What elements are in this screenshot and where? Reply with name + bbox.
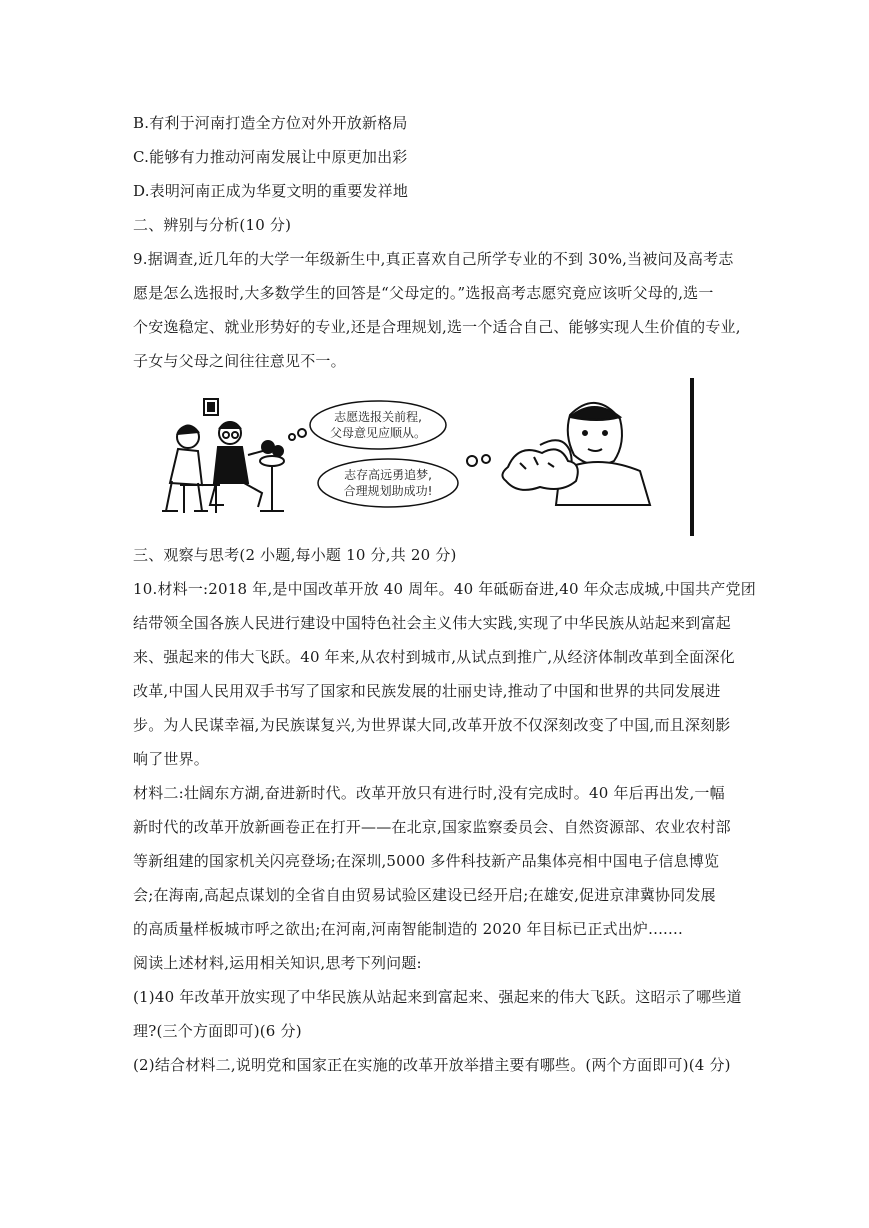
- speech-bubble-parents: [310, 401, 446, 449]
- cartoon-illustration: [160, 375, 700, 540]
- material1-line-3: 来、强起来的伟大飞跃。40 年来,从农村到城市,从试点到推广,从经济体制改革到全面深化: [133, 648, 735, 666]
- bubble1-line1: 志愿选报关前程,: [334, 410, 422, 424]
- q9-line-1: 9.据调查,近几年的大学一年级新生中,真正喜欢自己所学专业的不到 30%,当被问及高考志: [133, 250, 734, 268]
- option-b: B.有利于河南打造全方位对外开放新格局: [133, 114, 408, 132]
- speech-bubble-child: [318, 459, 458, 507]
- girl-drawing: [467, 403, 650, 505]
- material1-line-1: 10.材料一:2018 年,是中国改革开放 40 周年。40 年砥砺奋进,40 年众志成城,中国共产党团: [133, 580, 756, 598]
- option-d: D.表明河南正成为华夏文明的重要发祥地: [133, 182, 409, 200]
- q9-line-2: 愿是怎么选报时,大多数学生的回答是“父母定的。”选报高考志愿究竟应该听父母的,选一: [133, 284, 714, 302]
- vertical-bar: [690, 378, 694, 536]
- option-c: C.能够有力推动河南发展让中原更加出彩: [133, 148, 408, 166]
- material1-line-5: 步。为人民谋幸福,为民族谋复兴,为世界谋大同,改革开放不仅深刻改变了中国,而且深刻影: [133, 716, 731, 734]
- material2-line-3: 等新组建的国家机关闪亮登场;在深圳,5000 多件科技新产品集体亮相中国电子信息博览: [133, 852, 720, 870]
- instruction: 阅读上述材料,运用相关知识,思考下列问题:: [133, 954, 422, 972]
- section2-heading: 二、辨别与分析(10 分): [133, 216, 292, 234]
- bubble2-line2: 合理规划助成功!: [343, 484, 433, 498]
- material1-line-4: 改革,中国人民用双手书写了国家和民族发展的壮丽史诗,推动了中国和世界的共同发展进: [133, 682, 721, 700]
- section3-heading: 三、观察与思考(2 小题,每小题 10 分,共 20 分): [133, 546, 457, 564]
- material2-line-2: 新时代的改革开放新画卷正在打开——在北京,国家监察委员会、自然资源部、农业农村部: [133, 818, 731, 836]
- material2-line-1: 材料二:壮阔东方湖,奋进新时代。改革开放只有进行时,没有完成时。40 年后再出发,一幅: [133, 784, 725, 802]
- material1-line-6: 响了世界。: [133, 750, 210, 768]
- question1-line-1: (1)40 年改革开放实现了中华民族从站起来到富起来、强起来的伟大飞跃。这昭示了哪些道: [133, 988, 742, 1006]
- parents-drawing: [162, 399, 306, 513]
- question1-line-2: 理?(三个方面即可)(6 分): [133, 1022, 302, 1040]
- material2-line-4: 会;在海南,高起点谋划的全省自由贸易试验区建设已经开启;在雄安,促进京津冀协同发展: [133, 886, 716, 904]
- question2: (2)结合材料二,说明党和国家正在实施的改革开放举措主要有哪些。(两个方面即可)(4 分): [133, 1056, 731, 1074]
- material1-line-2: 结带领全国各族人民进行建设中国特色社会主义伟大实践,实现了中华民族从站起来到富起: [133, 614, 731, 632]
- material2-line-5: 的高质量样板城市呼之欲出;在河南,河南智能制造的 2020 年目标已正式出炉.......: [133, 920, 683, 938]
- q9-line-3: 个安逸稳定、就业形势好的专业,还是合理规划,选一个适合自己、能够实现人生价值的专业,: [133, 318, 741, 336]
- bubble1-line2: 父母意见应顺从。: [329, 426, 427, 440]
- bubble2-line1: 志存高远勇追梦,: [344, 468, 432, 482]
- q9-line-4: 子女与父母之间往往意见不一。: [133, 352, 346, 370]
